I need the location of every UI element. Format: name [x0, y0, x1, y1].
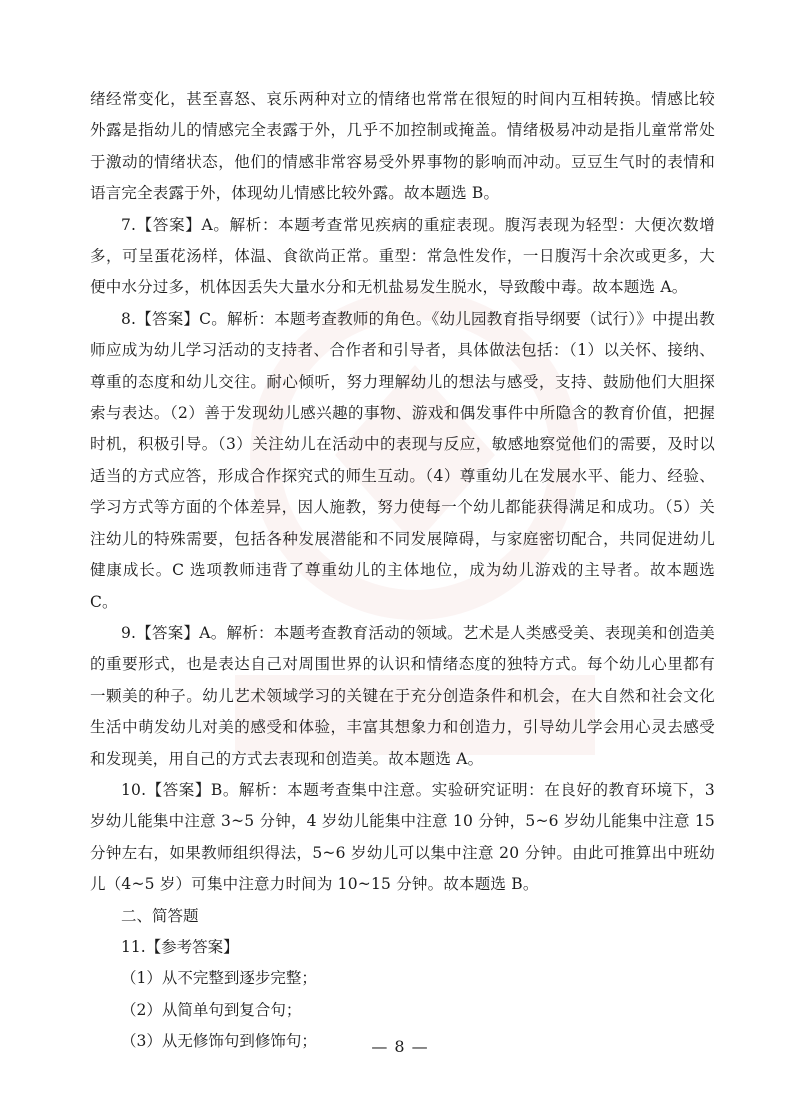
paragraph-answer-8: 8.【答案】C。解析：本题考查教师的角色。《幼儿园教育指导纲要（试行）》中提出教师应成为幼儿学习活动的支持者、合作者和引导者，具体做法包括：（1）以关怀、接纳、尊重的态度和幼儿交往。耐心倾听，努力理解幼儿的想法与感受，支持、鼓励他们大胆探索与表达。（2）善于发现幼儿感兴趣的事物、游戏和偶发事件中所隐含的教育价值，把握时机，积极引导。（3）关注幼儿在活动中的表现与反应，敏感地察觉他们的需要，及时以适当的方式应答，形成合作探究式的师生互动。（4）尊重幼儿在发展水平、能力、经验、学习方式等方面的个体差异，因人施教，努力使每一个幼儿都能获得满足和成功。（5）关注幼儿的特殊需要，包括各种发展潜能和不同发展障碍，与家庭密切配合，共同促进幼儿健康成长。C 选项教师违背了尊重幼儿的主体地位，成为幼儿游戏的主导者。故本题选 C。 [90, 309, 715, 611]
answer-line: （2）从简单句到复合句； [121, 1000, 302, 1019]
paragraph-answer-7: 7.【答案】A。解析：本题考查常见疾病的重症表现。腹泻表现为轻型：大便次数增多，可呈蛋花汤样，体温、食欲尚正常。重型：常急性发作，一日腹泻十余次或更多，大便中水分过多，机体因丢失大量水分和无机盐易发生脱水，导致酸中毒。故本题选 A。 [90, 215, 715, 297]
question-label: 11.【参考答案】 [121, 937, 239, 956]
page-number: — 8 — [371, 1037, 429, 1056]
paragraph-answer-10: 10.【答案】B。解析：本题考查集中注意。实验研究证明：在良好的教育环境下，3 岁幼儿能集中注意 3~5 分钟，4 岁幼儿能集中注意 10 分钟，5~6 岁幼儿能集中注意 15 分钟左右，如果教师组织得法，5~6 岁幼儿可以集中注意 20 分钟。由此可推算出中班幼儿（4~5 岁）可集中注意力时间为 10~15 分钟。故本题选 B。 [90, 780, 715, 894]
document-body [90, 84, 715, 1058]
answer-line: （3）从无修饰句到修饰句； [121, 1032, 317, 1051]
paragraph-continuation: 绪经常变化，甚至喜怒、哀乐两种对立的情绪也常常在很短的时间内互相转换。情感比较外露是指幼儿的情感完全表露于外，几乎不加控制或掩盖。情绪极易冲动是指儿童常常处于激动的情绪状态，他们的情感非常容易受外界事物的影响而冲动。豆豆生气时的表情和语言完全表露于外，体现幼儿情感比较外露。故本题选 B。 [90, 90, 715, 203]
answer-line: （1）从不完整到逐步完整； [121, 969, 317, 988]
section-heading: 二、简答题 [121, 906, 199, 925]
paragraph-answer-9: 9.【答案】A。解析：本题考查教育活动的领域。艺术是人类感受美、表现美和创造美的重要形式，也是表达自己对周围世界的认识和情绪态度的独特方式。每个幼儿心里都有一颗美的种子。幼儿艺术领域学习的关键在于充分创造条件和机会，在大自然和社会文化生活中萌发幼儿对美的感受和体验，丰富其想象力和创造力，引导幼儿学会用心灵去感受和发现美，用自己的方式去表现和创造美。故本题选 A。 [90, 623, 715, 768]
